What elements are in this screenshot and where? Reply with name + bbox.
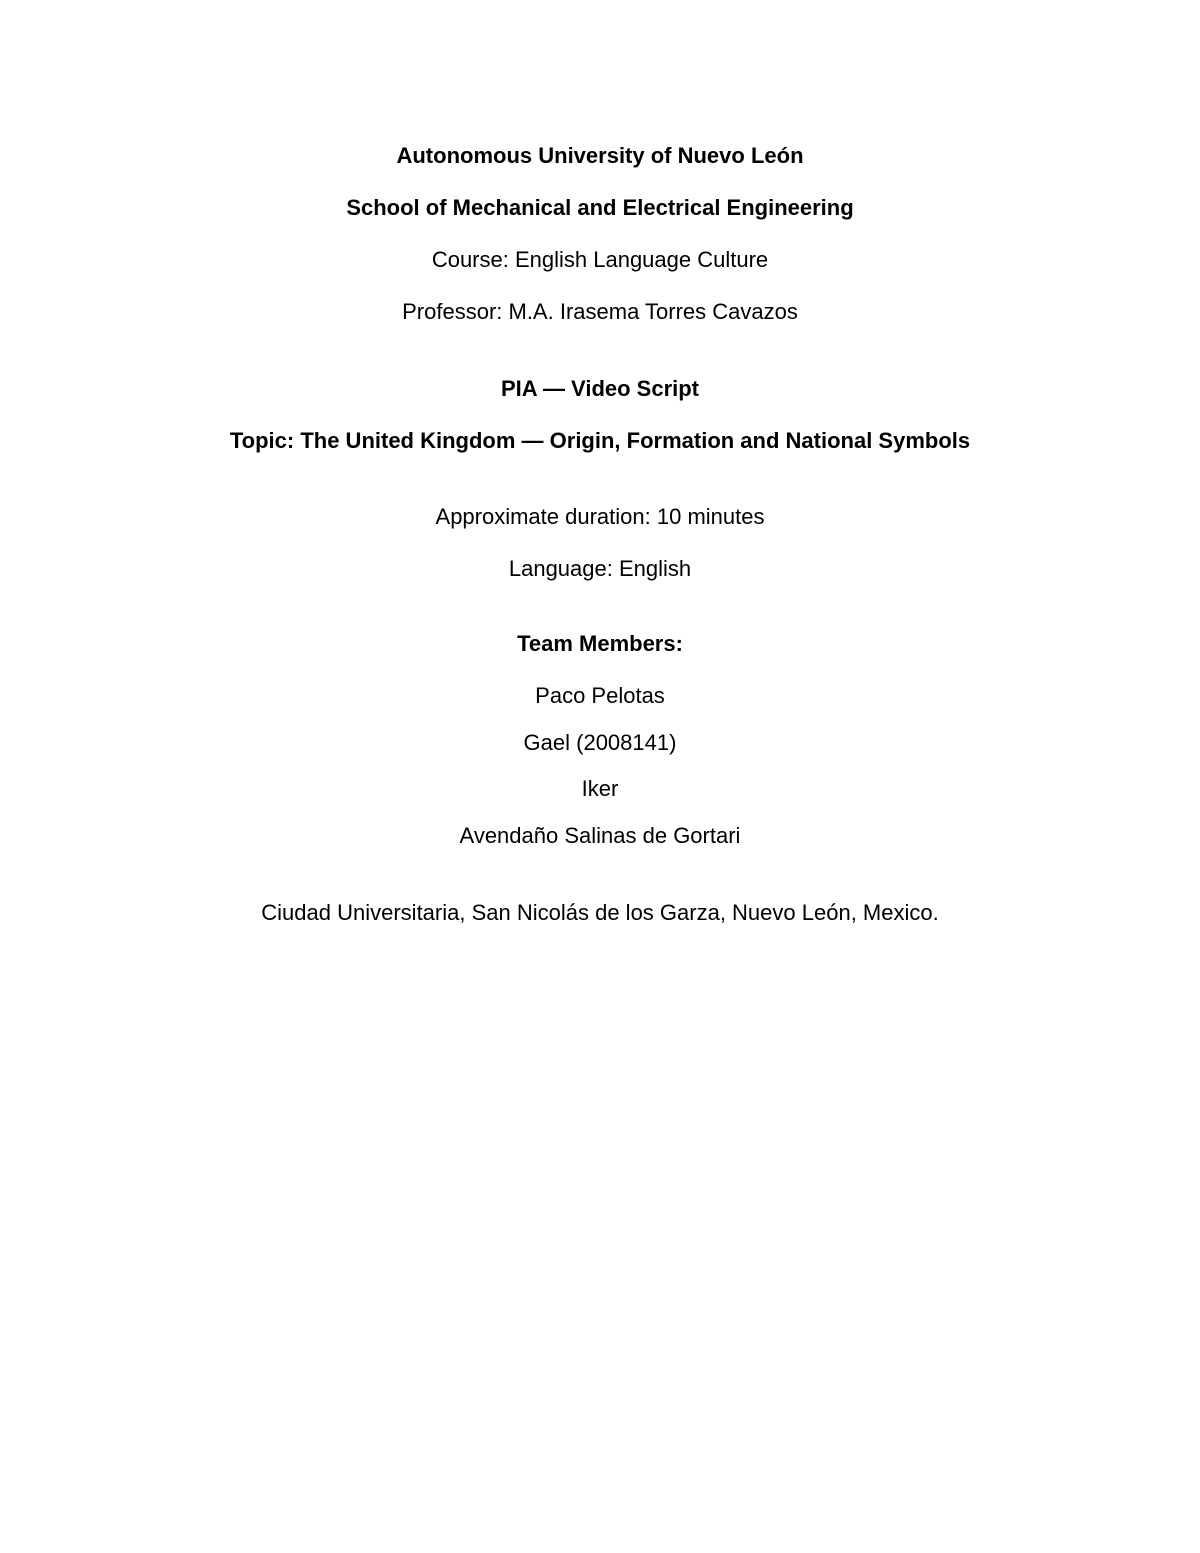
team-member: Avendaño Salinas de Gortari [459,823,741,848]
university-name: Autonomous University of Nuevo León [396,143,804,168]
team-heading: Team Members: [517,631,683,656]
duration-line: Approximate duration: 10 minutes [435,504,765,529]
team-member: Gael (2008141) [523,730,677,755]
project-topic: Topic: The United Kingdom — Origin, Formation and National Symbols [229,428,971,453]
location-line: Ciudad Universitaria, San Nicolás de los Garza, Nuevo León, Mexico. [261,900,939,925]
language-line: Language: English [508,556,692,581]
team-member: Paco Pelotas [535,683,665,708]
professor-line: Professor: M.A. Irasema Torres Cavazos [402,299,798,324]
course-line: Course: English Language Culture [431,247,769,272]
school-name: School of Mechanical and Electrical Engineering [346,195,854,220]
team-member: Iker [581,776,619,801]
project-title: PIA — Video Script [500,376,700,401]
